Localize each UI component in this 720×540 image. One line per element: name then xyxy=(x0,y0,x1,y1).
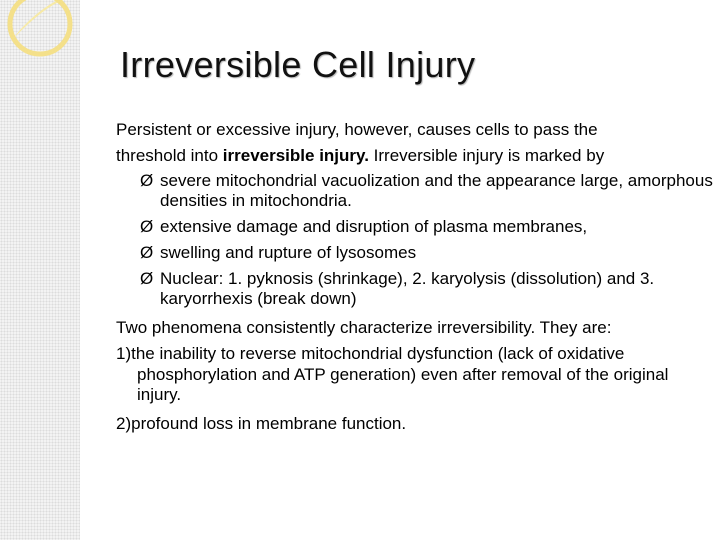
slide-title: Irreversible Cell Injury xyxy=(120,44,476,85)
intro-line-1: Persistent or excessive injury, however, causes cells to pass the xyxy=(116,120,598,139)
decorative-ring-upper xyxy=(10,0,70,54)
numbered-item-1-continuation: phosphorylation and ATP generation) even after removal of the original injury. xyxy=(137,365,669,404)
intro-line-2-bold: irreversible injury. xyxy=(222,146,369,165)
bullet-item xyxy=(116,171,716,211)
arrow-bullet-icon: Ø xyxy=(140,269,154,288)
slide-body xyxy=(116,117,716,437)
intro-line-2 xyxy=(116,143,716,169)
bullet-item xyxy=(116,217,716,237)
decorative-crescent xyxy=(44,88,112,180)
numbered-item-1: 1)the inability to reverse mitochondrial dysfunction (lack of oxidative xyxy=(116,344,625,363)
phenomena-intro: Two phenomena consistently characterize irreversibility. They are: xyxy=(116,318,612,337)
decorative-circles xyxy=(0,0,120,200)
intro-line-2-suffix: Irreversible injury is marked by xyxy=(368,146,605,165)
intro-line-2-prefix: threshold into xyxy=(116,146,223,165)
arrow-bullet-icon: Ø xyxy=(140,243,154,262)
bullet-text: severe mitochondrial vacuolization and the appearance large, amorphous densities in mitochondria. xyxy=(160,171,713,210)
bullet-text: extensive damage and disruption of plasma membranes, xyxy=(160,217,588,236)
arrow-bullet-icon: Ø xyxy=(140,217,154,236)
bullet-item xyxy=(116,243,716,263)
bullet-item xyxy=(116,269,716,309)
bullet-text: Nuclear: 1. pyknosis (shrinkage), 2. karyolysis (dissolution) and 3. karyorrhexis (break down) xyxy=(160,269,655,308)
numbered-item-2: 2)profound loss in membrane function. xyxy=(116,414,407,433)
arrow-bullet-icon: Ø xyxy=(140,171,154,190)
bullet-text: swelling and rupture of lysosomes xyxy=(160,243,417,262)
